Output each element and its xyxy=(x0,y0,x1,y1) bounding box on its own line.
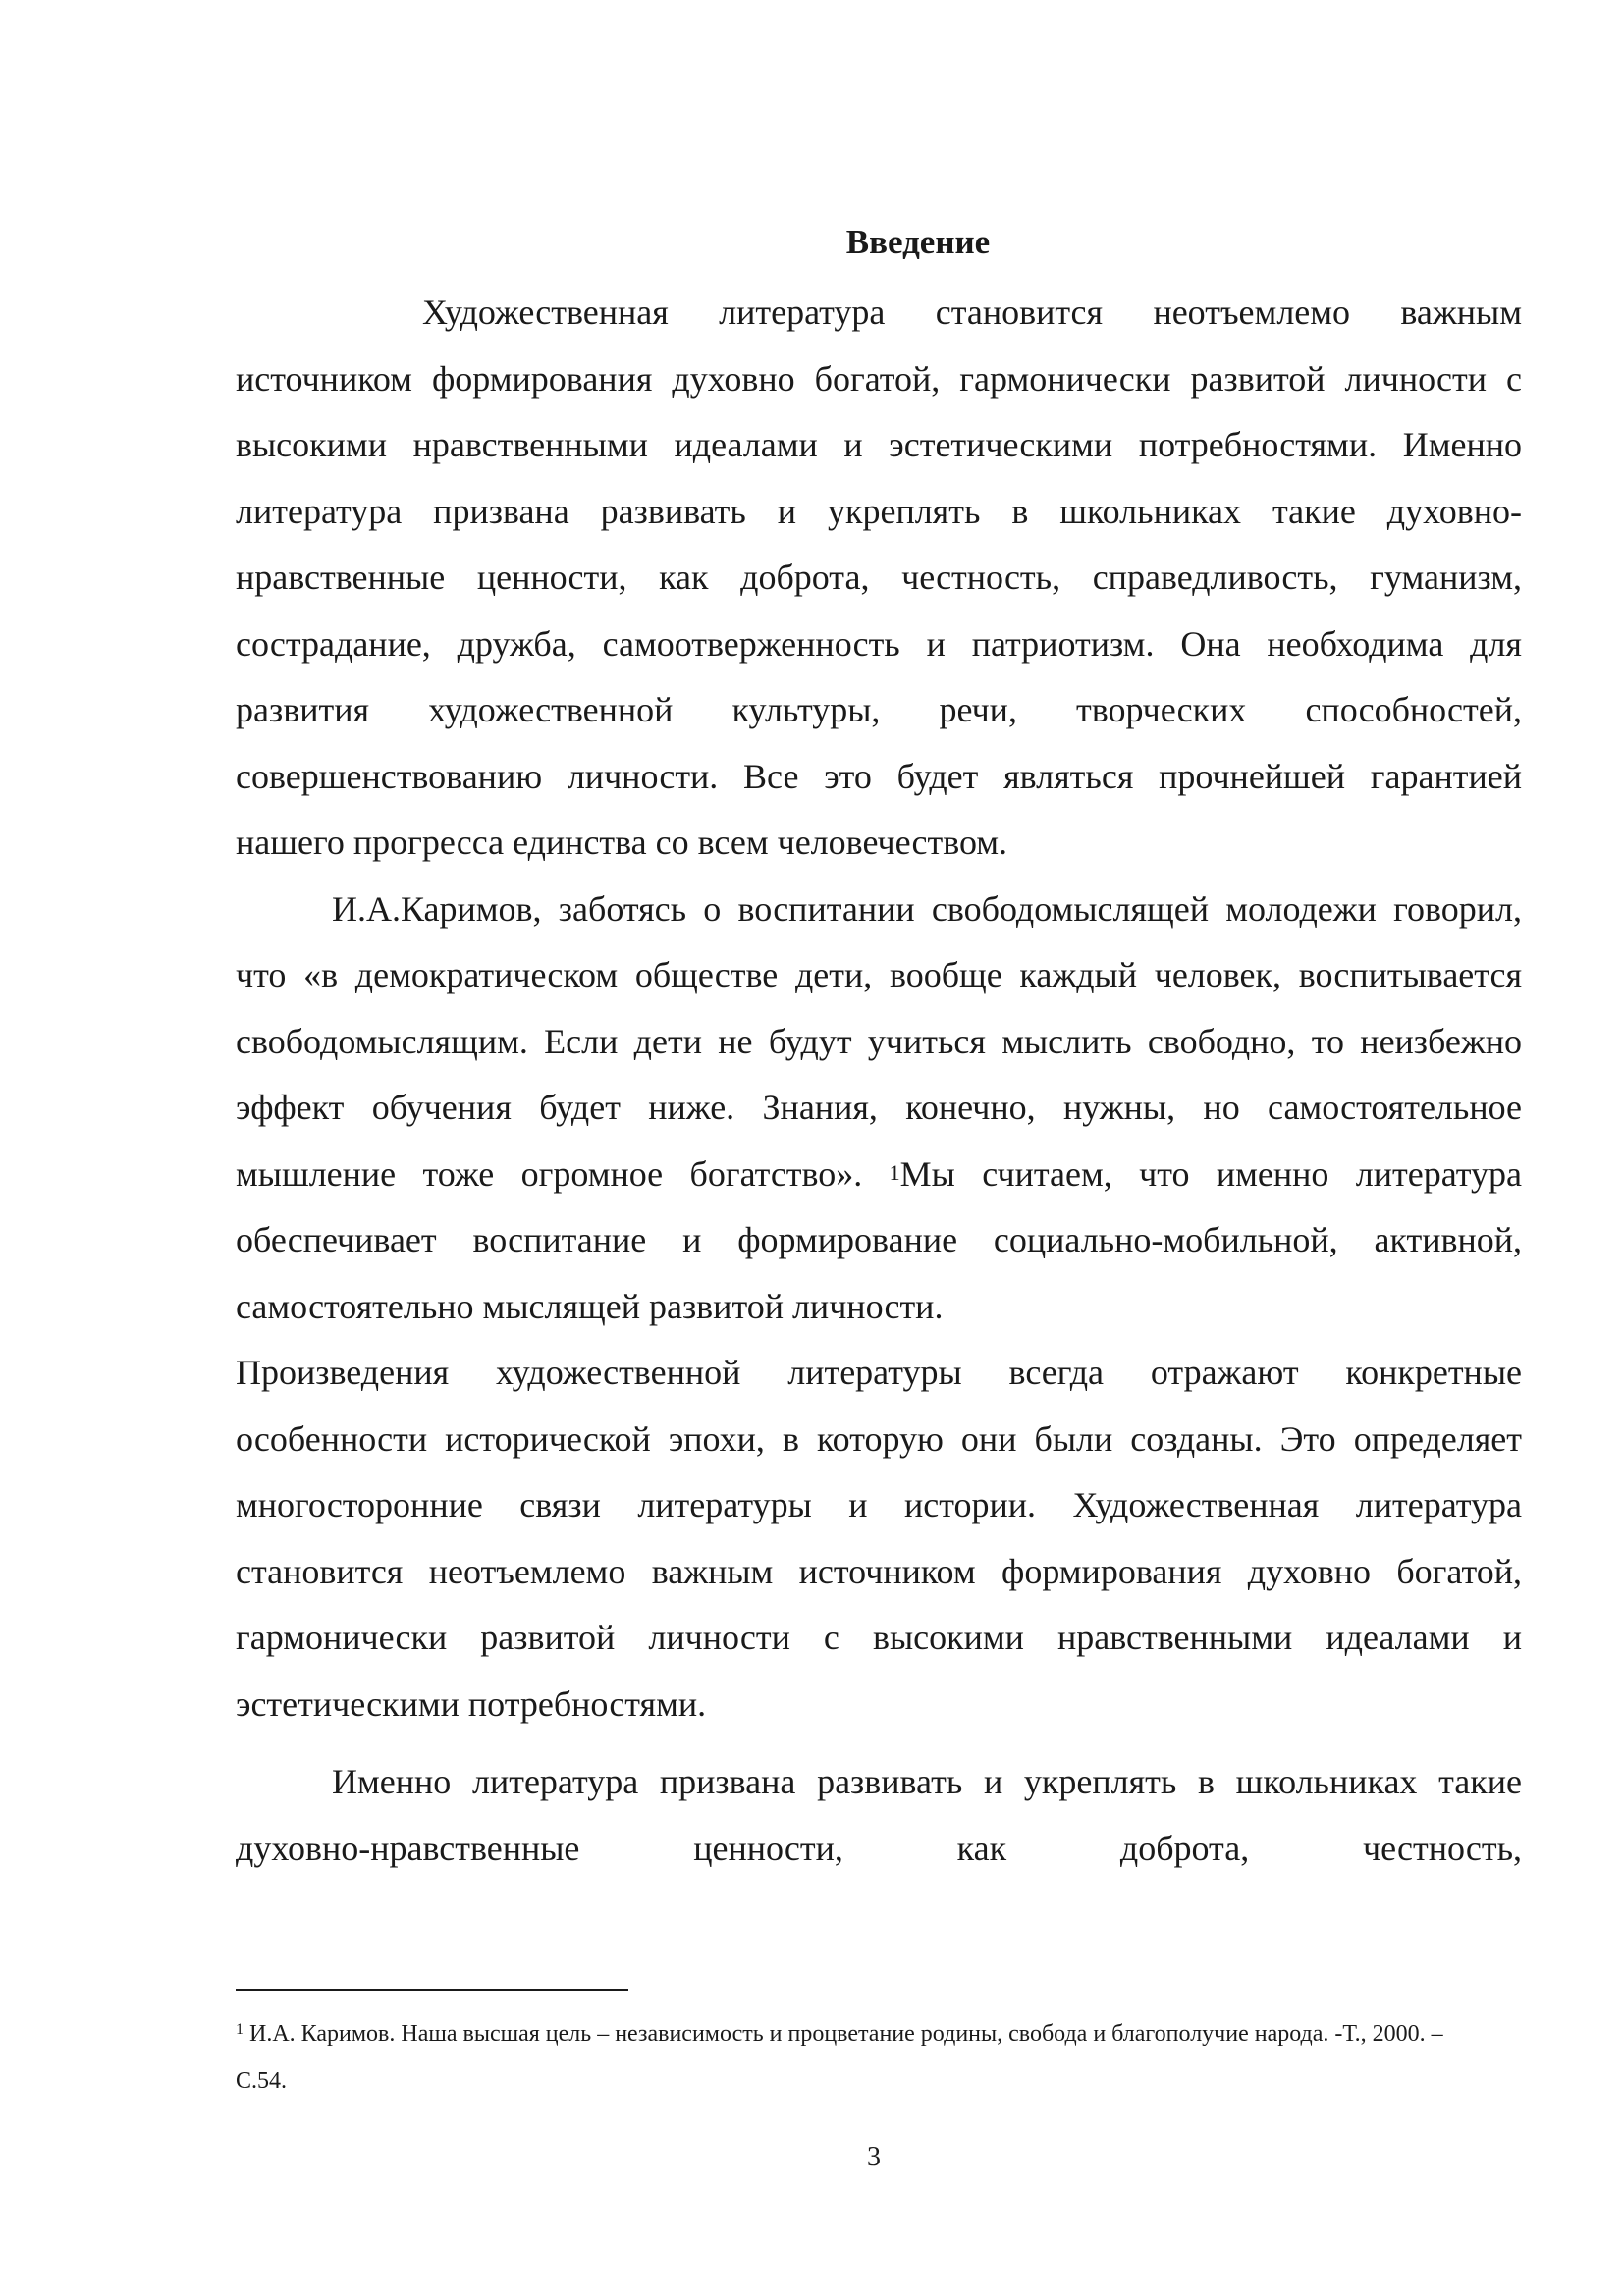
paragraph: Произведения художественной литературы всегда отражают конкретные особенности исторической эпохи, в которую они были созданы. Это определяет многосторонние связи литературы и истории. Художественная литература становится неотъемлемо важным источником формирования духовно богатой, гармонически развитой личности с высокими нравственными идеалами и эстетическими потребностями. xyxy=(236,1353,1522,1724)
footnote xyxy=(236,2010,1463,2105)
page-number: 3 xyxy=(867,2142,881,2172)
paragraph: Именно литература призвана развивать и укреплять в школьниках такие духовно-нравственные ценности, как доброта, честность, xyxy=(236,1762,1522,1868)
paragraph-text: И.А.Каримов, заботясь о воспитании свободомыслящей молодежи говорил, что «в демократическом обществе дети, вообще каждый человек, воспитывается свободомыслящим. Если дети не будут учиться мыслить свободно, то неизбежно эффект обучения будет ниже. Знания, конечно, нужны, но самостоятельное мышление тоже огромное богатство». xyxy=(236,888,1522,1194)
body-text xyxy=(236,280,1522,1882)
footnote-marker: 1 xyxy=(236,2021,244,2038)
paragraph xyxy=(236,877,1522,1341)
footnote-text: И.А. Каримов. Наша высшая цель – независимость и процветание родины, свобода и благополучие народа. -Т., 2000. –С.54. xyxy=(236,2021,1443,2094)
paragraph-text: Мы считаем, что именно литература обеспечивает воспитание и формирование социально-мобильной, активной, самостоятельно мыслящей развитой личности. xyxy=(236,1153,1522,1326)
footnote-reference[interactable]: 1 xyxy=(889,1159,900,1185)
page-title: Введение xyxy=(845,223,991,261)
paragraph: Художественная литература становится неотъемлемо важным источником формирования духовно богатой, гармонически развитой личности с высокими нравственными идеалами и эстетическими потребностями. Именно литература призвана развивать и укреплять в школьниках такие духовно-нравственные ценности, как доброта, честность, справедливость, гуманизм, сострадание, дружба, самоотверженность и патриотизм. Она необходима для развития художественной культуры, речи, творческих способностей, совершенствованию личности. Все это будет являться прочнейшей гарантией нашего прогресса единства со всем человечеством. xyxy=(236,293,1522,862)
footnote-separator xyxy=(236,1989,628,1991)
